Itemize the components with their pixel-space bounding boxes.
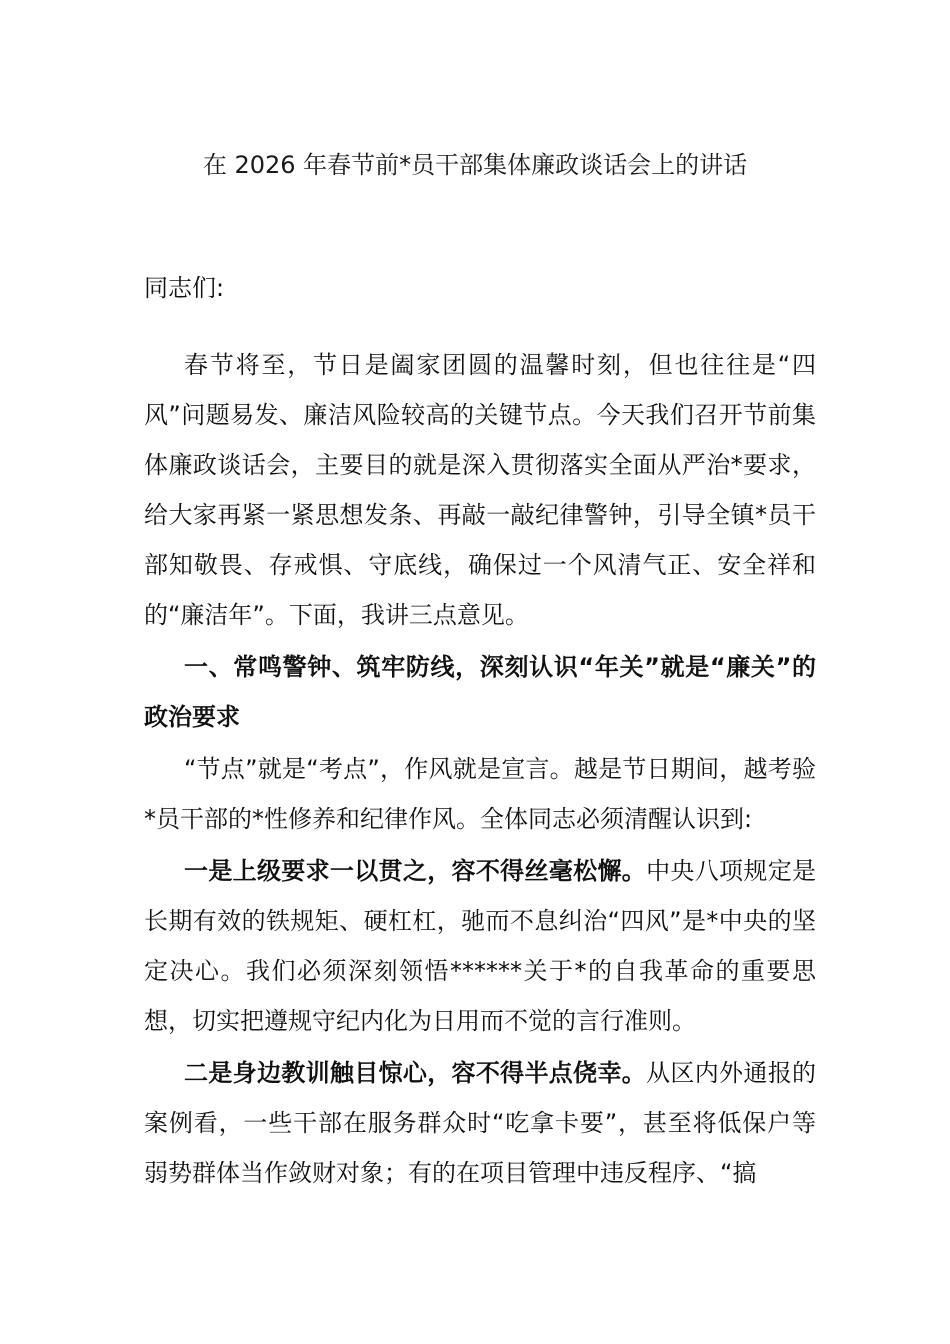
paragraph-point-2 [144,1048,816,1198]
paragraph-intro-text: 春节将至，节日是阖家团圆的温馨时刻，但也往往是“四风”问题易发、廉洁风险较高的关键节点。今天我们召开节前集体廉政谈话会，主要目的就是深入贯彻落实全面从严治*要求，给大家再紧一紧思想发条、再敲一敲纪律警钟，引导全镇*员干部知敬畏、存戒惧、守底线，确保过一个风清气正、安全祥和的“廉洁年”。下面，我讲三点意见。 [144,351,816,629]
section-heading-1-text: 一、常鸣警钟、筑牢防线，深刻认识“年关”就是“廉关”的政治要求 [144,653,816,731]
paragraph-section-1-intro-text: “节点”就是“考点”，作风就是宣言。越是节日期间，越考验*员干部的*性修养和纪律作风。全体同志必须清醒认识到: [144,755,816,833]
paragraph-point-1 [144,846,816,1046]
point-2-text: 从区内外通报的案例看，一些干部在服务群众时“吃拿卡要”，甚至将低保户等弱势群体当作敛财对象；有的在项目管理中违反程序、“搞 [144,1059,817,1187]
section-heading-1 [144,642,816,742]
paragraph-section-1-intro [144,744,816,844]
point-1-lead: 一是上级要求一以贯之，容不得丝毫松懈。 [184,857,647,885]
paragraph-intro [144,340,816,640]
document-title: 在 2026 年春节前*员干部集体廉政谈话会上的讲话 [202,151,748,179]
greeting: 同志们: [144,274,225,302]
point-1-text: 中央八项规定是长期有效的铁规矩、硬杠杠，驰而不息纠治“四风”是*中央的坚定决心。我们必须深刻领悟******关于*的自我革命的重要思想，切实把遵规守纪内化为日用而不觉的言行准则。 [144,857,817,1035]
document-body [144,263,816,1198]
point-2-lead: 二是身边教训触目惊心，容不得半点侥幸。 [184,1059,647,1087]
